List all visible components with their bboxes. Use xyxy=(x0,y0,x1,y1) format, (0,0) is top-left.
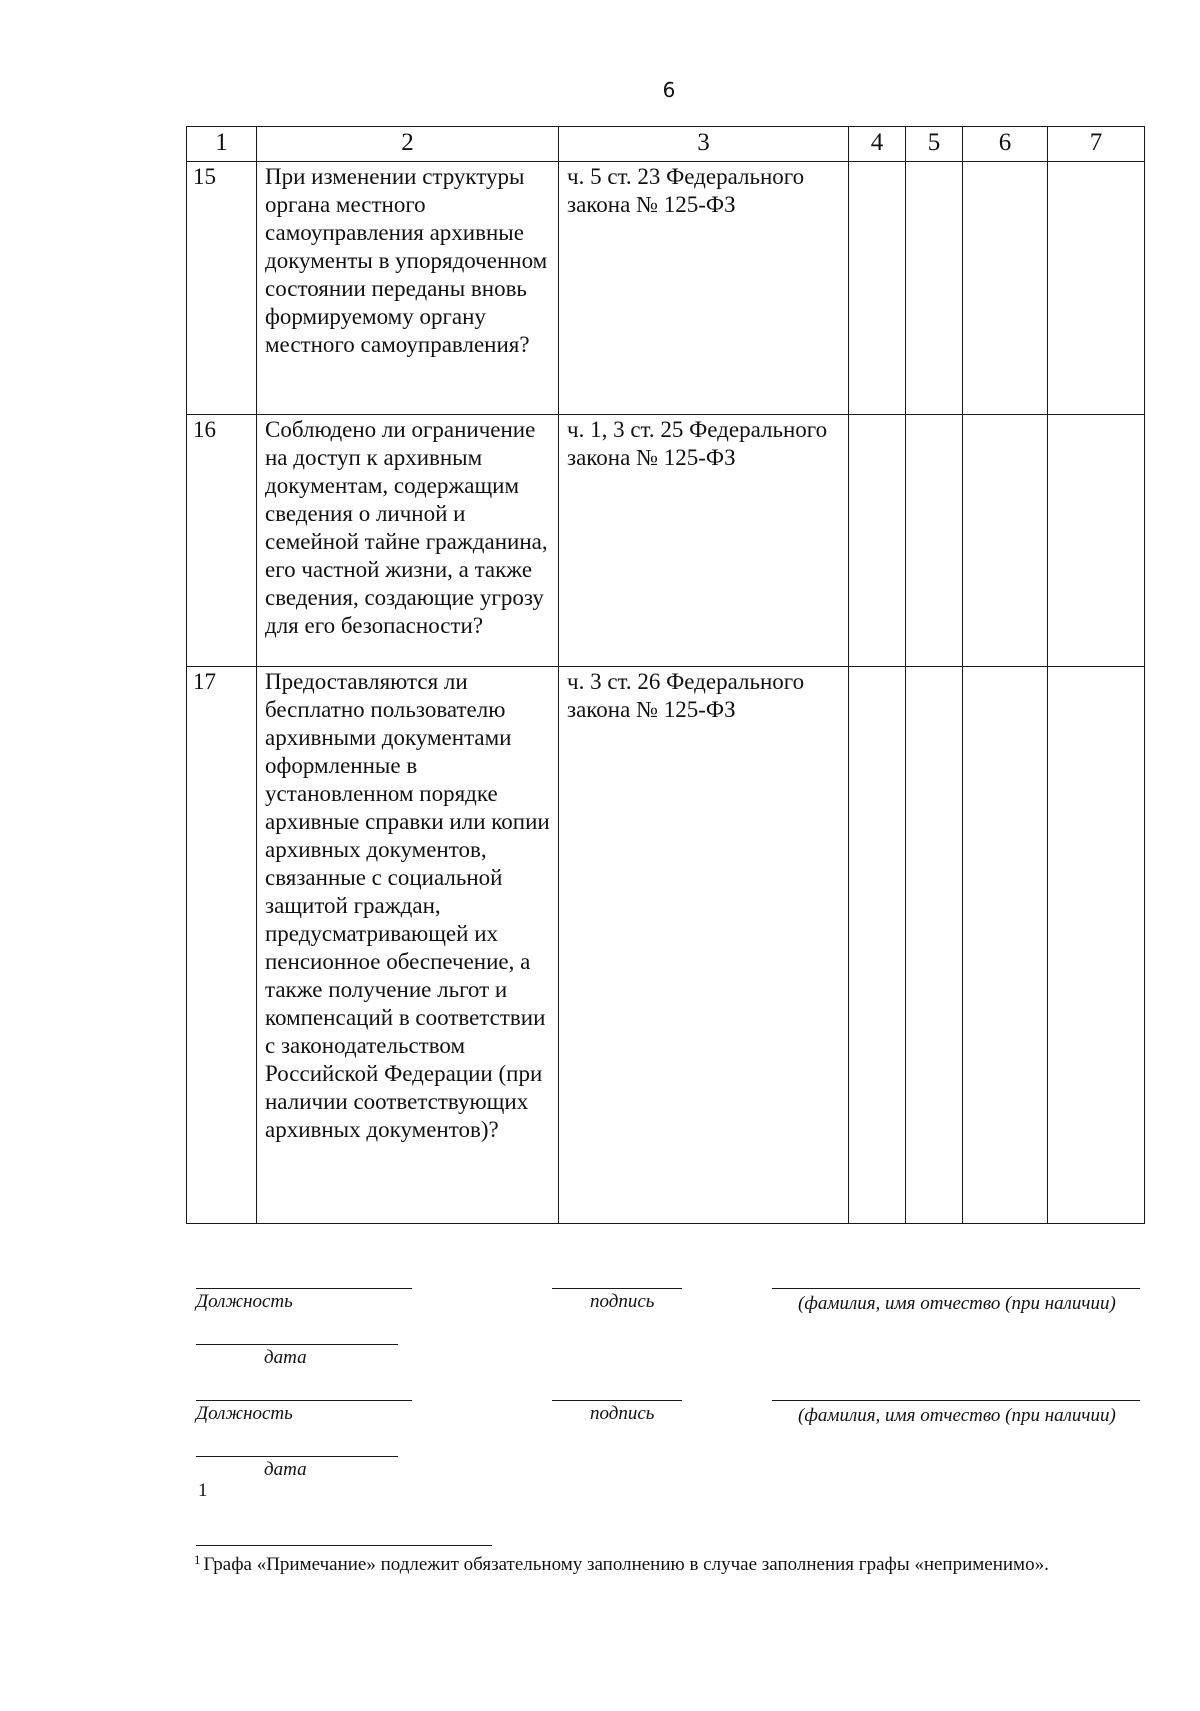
footnote xyxy=(194,1552,1049,1576)
name-line xyxy=(772,1400,1140,1401)
footnote-separator xyxy=(196,1545,492,1546)
table-row xyxy=(187,667,1145,1224)
answer-cell-4 xyxy=(849,415,906,667)
answer-cell-6 xyxy=(963,415,1048,667)
name-caption: (фамилия, имя отчество (при наличии) xyxy=(798,1405,1116,1426)
answer-cell-4 xyxy=(849,162,906,415)
table-header-row xyxy=(187,127,1145,162)
page-number: 6 xyxy=(662,78,676,102)
answer-cell-5 xyxy=(906,667,963,1224)
answer-cell-7 xyxy=(1048,667,1145,1224)
answer-cell-7 xyxy=(1048,162,1145,415)
answer-cell-5 xyxy=(906,162,963,415)
footnote-marker: 1 xyxy=(198,1480,208,1501)
position-caption: Должность xyxy=(196,1291,293,1312)
name-caption: (фамилия, имя отчество (при наличии) xyxy=(798,1293,1116,1314)
signature-caption: подпись xyxy=(590,1291,655,1312)
column-header: 2 xyxy=(257,127,559,162)
answer-cell-6 xyxy=(963,162,1048,415)
answer-cell-7 xyxy=(1048,415,1145,667)
row-question: При изменении структуры органа местного самоуправления архивные документы в упорядоченном состоянии переданы вновь формируемому органу местного самоуправления? xyxy=(257,162,559,415)
column-header: 1 xyxy=(187,127,257,162)
column-header: 7 xyxy=(1048,127,1145,162)
date-line xyxy=(196,1456,398,1457)
answer-cell-5 xyxy=(906,415,963,667)
column-header: 6 xyxy=(963,127,1048,162)
signature-line xyxy=(552,1400,682,1401)
row-reference: ч. 1, 3 ст. 25 Федерального закона № 125-ФЗ xyxy=(559,415,849,667)
row-number: 15 xyxy=(187,162,257,415)
table-row xyxy=(187,162,1145,415)
row-reference: ч. 3 ст. 26 Федерального закона № 125-ФЗ xyxy=(559,667,849,1224)
row-number: 17 xyxy=(187,667,257,1224)
date-caption: дата xyxy=(264,1347,307,1368)
row-reference: ч. 5 ст. 23 Федерального закона № 125-ФЗ xyxy=(559,162,849,415)
checklist-table xyxy=(186,126,1145,1224)
table-row xyxy=(187,415,1145,667)
row-question: Предоставляются ли бесплатно пользователю архивными документами оформленные в установленном порядке архивные справки или копии архивных документов, связанные с социальной защитой граждан, предусматривающей их пенсионное обеспечение, а также получение льгот и компенсаций в соответствии с законодательством Российской Федерации (при наличии соответствующих архивных документов)? xyxy=(257,667,559,1224)
column-header: 3 xyxy=(559,127,849,162)
answer-cell-6 xyxy=(963,667,1048,1224)
position-line xyxy=(196,1288,412,1289)
date-line xyxy=(196,1344,398,1345)
answer-cell-4 xyxy=(849,667,906,1224)
footnote-superscript: 1 xyxy=(194,1552,201,1567)
footnote-text: Графа «Примечание» подлежит обязательному заполнению в случае заполнения графы «неприменимо». xyxy=(203,1554,1049,1575)
name-line xyxy=(772,1288,1140,1289)
row-number: 16 xyxy=(187,415,257,667)
column-header: 5 xyxy=(906,127,963,162)
position-caption: Должность xyxy=(196,1403,293,1424)
date-caption: дата xyxy=(264,1459,307,1480)
row-question: Соблюдено ли ограничение на доступ к архивным документам, содержащим сведения о личной и семейной тайне гражданина, его частной жизни, а также сведения, создающие угрозу для его безопасности? xyxy=(257,415,559,667)
position-line xyxy=(196,1400,412,1401)
column-header: 4 xyxy=(849,127,906,162)
signature-caption: подпись xyxy=(590,1403,655,1424)
signature-line xyxy=(552,1288,682,1289)
